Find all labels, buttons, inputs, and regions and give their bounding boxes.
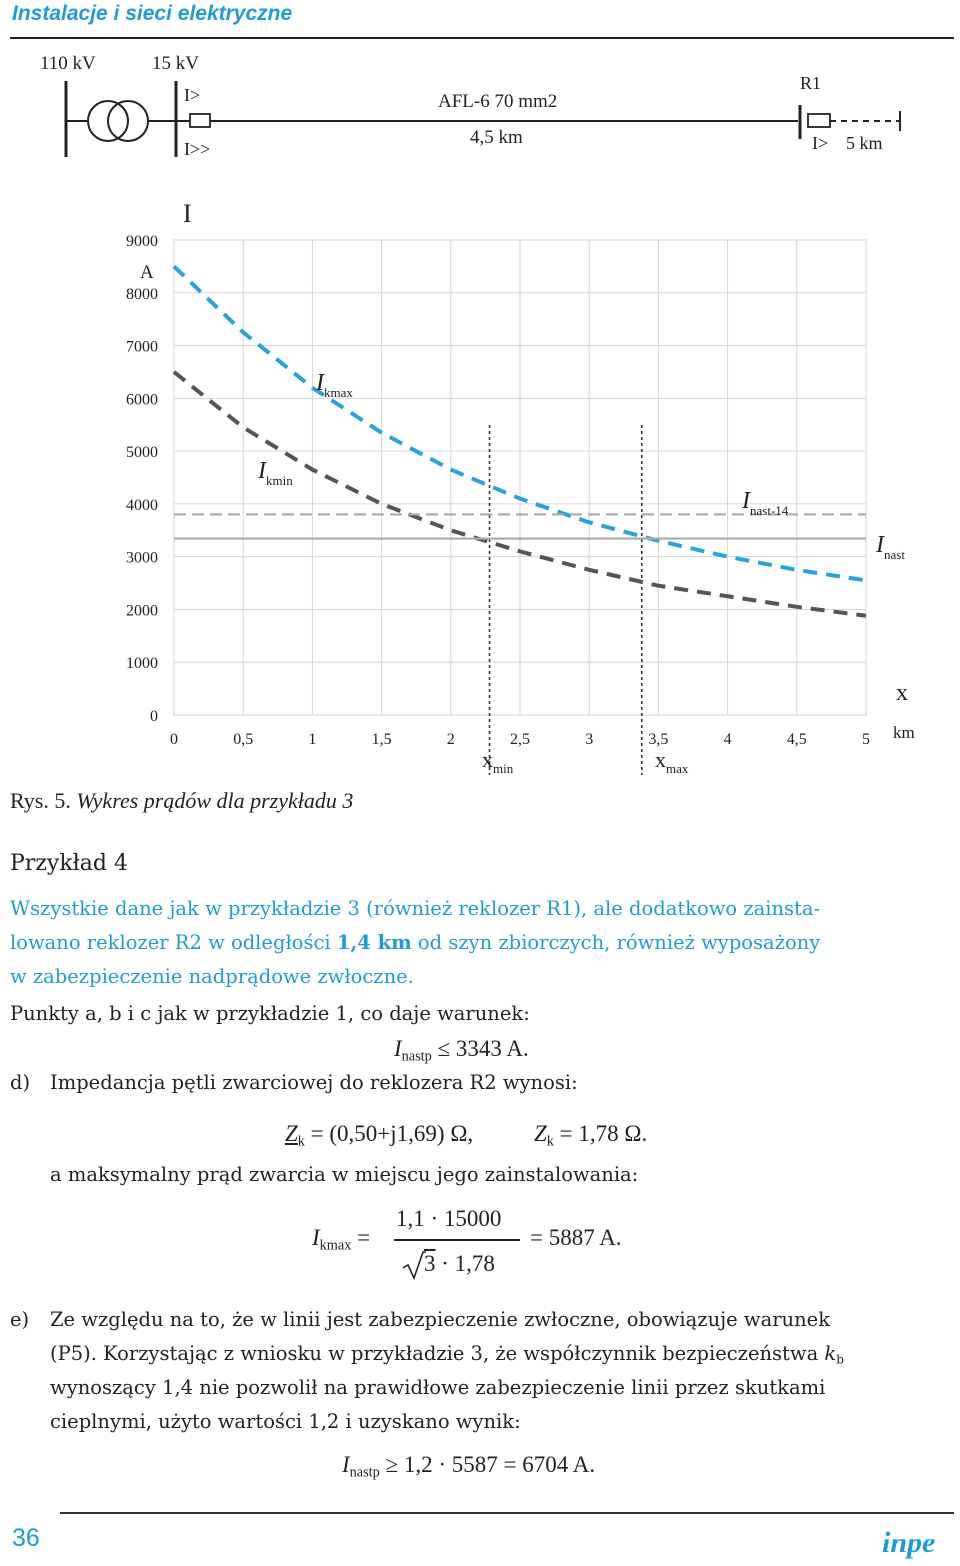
recloser-distance-label: 5 km [846,133,883,153]
single-line-diagram [0,45,960,165]
ikmax-label: $I_{kmax}$ [316,370,353,400]
d-label: d) [10,1071,31,1094]
max-current-text: a maksymalny prąd zwarcia w miejscu jego zainstalowania: [50,1163,639,1186]
inast-label: $I_{nast}$ [876,532,905,562]
recloser-label: R1 [800,73,822,93]
x-unit-label: km [893,723,915,742]
condition-1: $I_{nastp} \le 3343$ A. [394,1036,529,1065]
line-length-label: 4,5 km [470,127,523,148]
x-tick-label: 3,5 [648,731,669,748]
x-tick-label: 3 [585,731,594,748]
xmax-label: $x_{max}$ [655,747,689,776]
header-title: Instalacje i sieci elektryczne [12,2,293,25]
points-line: Punkty a, b i c jak w przykładzie 1, co daje warunek: [10,1002,530,1025]
inast14-label: $I_{nast-14}$ [742,488,789,518]
y-tick-label: 7000 [126,338,158,356]
e-line-4: cieplnymi, użyto wartości 1,2 i uzyskano wynik: [50,1410,521,1433]
ikmax-symbol: $I_{kmax}$ = [312,1225,371,1254]
e-line-2: (P5). Korzystając z wniosku w przykładzie 3, że współczynnik bezpieczeństwa $k_b$ [50,1342,844,1367]
y-tick-label: 8000 [126,285,158,303]
relay-instant-label: I>> [184,139,211,159]
fraction-bar [394,1239,520,1241]
recloser-breaker-icon [808,114,830,127]
caption-prefix: Rys. 5. [10,788,71,813]
relay-overcurrent-label: I> [184,85,201,105]
fraction-result: = 5887 A. [530,1225,622,1250]
x-tick-label: 1 [308,731,317,748]
breaker-icon [190,114,210,127]
x-tick-label: 0,5 [233,731,254,748]
caption-text: Wykres prądów dla przykładu 3 [76,788,354,813]
figure-caption [10,788,353,814]
e-line-3: wynoszący 1,4 nie pozwolił na prawidłowe zabezpieczenie linii przez skutkami [50,1376,826,1399]
intro-line-1: Wszystkie dane jak w przykładzie 3 (również reklozer R1), ale dodatkowo zainsta- [10,897,821,920]
current-chart [0,190,960,790]
y-unit-label: A [140,262,154,283]
distance-highlight: 1,4 km [336,931,412,954]
e-line-1: Ze względu na to, że w linii jest zabezpieczenie zwłoczne, obowiązuje warunek [50,1308,831,1331]
example-heading: Przykład 4 [10,851,128,876]
x-axis-title: x [896,680,908,706]
x-tick-label: 5 [862,731,870,748]
ikmin-label: $I_{kmin}$ [258,458,293,488]
xmin-label: $x_{min}$ [482,747,514,776]
page-number: 36 [12,1524,40,1552]
x-tick-label: 4,5 [786,731,807,748]
fraction-denominator: 3 · 1,78 [424,1251,495,1276]
y-tick-label: 5000 [126,444,158,462]
y-tick-label: 6000 [126,391,158,409]
sqrt-sign-icon [402,1250,426,1280]
x-tick-label: 2 [446,731,455,748]
impedance-complex: $Z_k = (0,50+j1,69)$ Ω, [285,1121,474,1150]
intro-line-2: lowano reklozer R2 w odległości 1,4 km od szyn zbiorczych, również wyposażony [10,931,821,954]
x-tick-label: 4 [723,731,732,748]
footer-rule [60,1512,954,1514]
d-text: Impedancja pętli zwarciowej do reklozera R2 wynosi: [50,1071,578,1094]
impedance-abs: $Z_k = 1,78$ Ω. [534,1121,648,1150]
transformer-icon [88,101,148,141]
fraction-numerator: 1,1 · 15000 [396,1206,502,1231]
voltage-hv-label: 110 kV [40,53,96,74]
y-tick-label: 0 [150,708,158,725]
x-tick-label: 0 [170,731,178,748]
svg-text:inpe: inpe [882,1526,936,1559]
running-header [0,0,960,42]
x-tick-label: 2,5 [510,731,530,748]
inpe-logo [880,1522,954,1560]
y-tick-label: 1000 [126,655,158,673]
final-result: $I_{nastp} \ge 1,2 \cdot 5587 = 6704$ A. [342,1452,596,1481]
line-type-label: AFL-6 70 mm2 [438,91,558,112]
y-tick-label: 3000 [126,549,158,567]
intro-line-3: w zabezpieczenie nadprądowe zwłoczne. [10,965,414,988]
header-rule [10,37,954,39]
x-tick-label: 1,5 [371,731,392,748]
y-tick-label: 4000 [126,496,158,514]
voltage-mv-label: 15 kV [152,53,199,74]
recloser-relay-label: I> [812,133,829,153]
y-tick-label: 2000 [126,602,158,620]
y-axis-title: I [183,199,192,228]
e-label: e) [10,1308,30,1331]
y-tick-label: 9000 [126,233,158,250]
